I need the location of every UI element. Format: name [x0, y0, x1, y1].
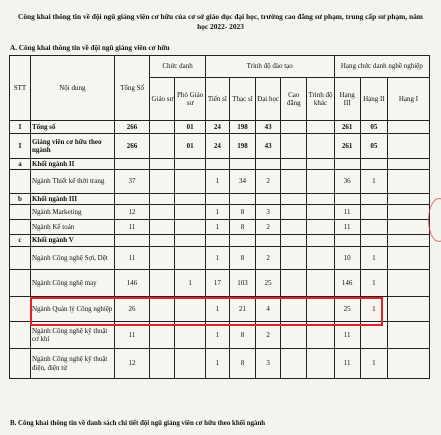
rank-i-cell	[387, 121, 429, 134]
professor-cell	[150, 235, 175, 247]
phd-cell	[205, 194, 229, 205]
other-level-cell	[307, 247, 334, 270]
rank-iii-cell	[334, 235, 360, 247]
masters-cell: 8	[229, 220, 255, 235]
rank-i-cell	[387, 134, 429, 159]
masters-cell: 198	[229, 121, 255, 134]
header-rank-group: Hạng chức danh nghề nghiệp	[334, 56, 429, 78]
phd-cell: 24	[205, 134, 229, 159]
stt-cell	[10, 220, 31, 235]
rank-ii-cell: 05	[360, 121, 387, 134]
professor-cell	[150, 205, 175, 220]
header-rank-ii: Hạng II	[360, 78, 387, 121]
table-row	[10, 349, 430, 379]
rank-i-cell	[387, 170, 429, 194]
rank-ii-cell	[360, 220, 387, 235]
rank-ii-cell	[360, 235, 387, 247]
section-a-heading: A. Công khai thông tin về đội ngũ giảng viên cơ hữu	[10, 44, 170, 52]
assoc-professor-cell: 01	[175, 134, 205, 159]
stt-cell	[10, 270, 31, 297]
masters-cell: 198	[229, 134, 255, 159]
masters-cell: 21	[229, 297, 255, 322]
rank-iii-cell: 146	[334, 270, 360, 297]
phd-cell: 1	[205, 247, 229, 270]
bachelor-cell	[256, 159, 281, 170]
masters-cell: 8	[229, 349, 255, 379]
professor-cell	[150, 270, 175, 297]
table-row	[10, 205, 430, 220]
masters-cell: 103	[229, 270, 255, 297]
other-level-cell	[307, 235, 334, 247]
masters-cell	[229, 159, 255, 170]
rank-i-cell	[387, 159, 429, 170]
phd-cell: 1	[205, 205, 229, 220]
rank-ii-cell	[360, 205, 387, 220]
table-body	[10, 121, 430, 379]
rank-ii-cell	[360, 322, 387, 349]
total-cell	[114, 194, 150, 205]
header-bachelor: Đại học	[256, 78, 281, 121]
other-level-cell	[307, 322, 334, 349]
assoc-professor-cell	[175, 247, 205, 270]
table-row	[10, 270, 430, 297]
professor-cell	[150, 322, 175, 349]
masters-cell	[229, 235, 255, 247]
phd-cell: 1	[205, 170, 229, 194]
header-professor: Giáo sư	[150, 78, 175, 121]
rank-iii-cell: 11	[334, 349, 360, 379]
professor-cell	[150, 220, 175, 235]
header-total: Tổng Số	[114, 56, 150, 121]
assoc-professor-cell: 1	[175, 270, 205, 297]
lecturer-table	[9, 55, 430, 379]
total-cell	[114, 159, 150, 170]
content-cell: Ngành Quản lý Công nghiệp	[30, 297, 114, 322]
assoc-professor-cell	[175, 170, 205, 194]
bachelor-cell: 3	[256, 205, 281, 220]
total-cell: 266	[114, 134, 150, 159]
phd-cell: 1	[205, 349, 229, 379]
other-level-cell	[307, 297, 334, 322]
stt-cell: c	[10, 235, 31, 247]
assoc-professor-cell	[175, 235, 205, 247]
rank-iii-cell: 261	[334, 134, 360, 159]
header-masters: Thạc sĩ	[229, 78, 255, 121]
rank-iii-cell: 11	[334, 220, 360, 235]
header-assoc-professor: Phó Giáo sư	[175, 78, 205, 121]
total-cell: 266	[114, 121, 150, 134]
bachelor-cell: 4	[256, 297, 281, 322]
assoc-professor-cell	[175, 159, 205, 170]
bachelor-cell: 2	[256, 322, 281, 349]
rank-iii-cell: 25	[334, 297, 360, 322]
assoc-professor-cell	[175, 322, 205, 349]
professor-cell	[150, 297, 175, 322]
rank-i-cell	[387, 194, 429, 205]
rank-i-cell	[387, 235, 429, 247]
assoc-professor-cell	[175, 194, 205, 205]
college-cell	[281, 297, 307, 322]
content-cell: Ngành Thiết kế thời trang	[30, 170, 114, 194]
table-row	[10, 194, 430, 205]
other-level-cell	[307, 194, 334, 205]
rank-iii-cell: 10	[334, 247, 360, 270]
phd-cell: 1	[205, 322, 229, 349]
rank-ii-cell: 05	[360, 134, 387, 159]
college-cell	[281, 247, 307, 270]
masters-cell: 34	[229, 170, 255, 194]
header-training-group: Trình độ đào tạo	[205, 56, 334, 78]
content-cell: Ngành Công nghệ kỹ thuật điện, điện tử	[30, 349, 114, 379]
total-cell: 37	[114, 170, 150, 194]
total-cell	[114, 235, 150, 247]
rank-iii-cell: 261	[334, 121, 360, 134]
table-row	[10, 235, 430, 247]
rank-iii-cell: 11	[334, 322, 360, 349]
college-cell	[281, 170, 307, 194]
rank-iii-cell	[334, 194, 360, 205]
total-cell: 12	[114, 205, 150, 220]
header-rank-iii: Hạng III	[334, 78, 360, 121]
other-level-cell	[307, 170, 334, 194]
table-row	[10, 134, 430, 159]
rank-iii-cell	[334, 159, 360, 170]
assoc-professor-cell	[175, 349, 205, 379]
stt-cell	[10, 297, 31, 322]
section-b-heading: B. Công khai thông tin về danh sách chi tiết đội ngũ giảng viên cơ hữu theo khối ngành	[10, 420, 266, 427]
table-row	[10, 159, 430, 170]
rank-i-cell	[387, 247, 429, 270]
professor-cell	[150, 194, 175, 205]
professor-cell	[150, 170, 175, 194]
bachelor-cell: 2	[256, 220, 281, 235]
bachelor-cell: 25	[256, 270, 281, 297]
college-cell	[281, 270, 307, 297]
stt-cell: b	[10, 194, 31, 205]
bachelor-cell: 43	[256, 134, 281, 159]
masters-cell	[229, 194, 255, 205]
phd-cell	[205, 235, 229, 247]
phd-cell: 17	[205, 270, 229, 297]
page-title: Công khai thông tin về đội ngũ giảng viên cơ hữu của cơ sở giáo dục đại học, trường cao đẳng sư phạm, trung cấp sư phạm, năm học 2022- 2023	[18, 12, 423, 31]
header-title-group: Chức danh	[150, 56, 205, 78]
total-cell: 11	[114, 247, 150, 270]
assoc-professor-cell	[175, 297, 205, 322]
content-cell: Khối ngành III	[30, 194, 114, 205]
header-phd: Tiến sĩ	[205, 78, 229, 121]
bachelor-cell: 2	[256, 247, 281, 270]
phd-cell: 24	[205, 121, 229, 134]
rank-ii-cell: 1	[360, 297, 387, 322]
stt-cell	[10, 247, 31, 270]
table-row	[10, 170, 430, 194]
rank-ii-cell	[360, 194, 387, 205]
masters-cell: 8	[229, 322, 255, 349]
table-row	[10, 247, 430, 270]
other-level-cell	[307, 220, 334, 235]
assoc-professor-cell: 01	[175, 121, 205, 134]
rank-i-cell	[387, 322, 429, 349]
assoc-professor-cell	[175, 205, 205, 220]
header-content: Nội dung	[30, 56, 114, 121]
stt-cell: I	[10, 121, 31, 134]
stt-cell	[10, 322, 31, 349]
content-cell: Ngành Công nghệ may	[30, 270, 114, 297]
college-cell	[281, 205, 307, 220]
header-other-level: Trình độ khác	[307, 78, 334, 121]
college-cell	[281, 235, 307, 247]
rank-i-cell	[387, 270, 429, 297]
rank-i-cell	[387, 297, 429, 322]
total-cell: 146	[114, 270, 150, 297]
other-level-cell	[307, 134, 334, 159]
table-row	[10, 297, 430, 322]
content-cell: Ngành Công nghệ Sợi, Dệt	[30, 247, 114, 270]
content-cell: Ngành Marketing	[30, 205, 114, 220]
masters-cell: 8	[229, 247, 255, 270]
rank-iii-cell: 11	[334, 205, 360, 220]
table-row	[10, 121, 430, 134]
other-level-cell	[307, 270, 334, 297]
other-level-cell	[307, 205, 334, 220]
bachelor-cell	[256, 194, 281, 205]
college-cell	[281, 159, 307, 170]
college-cell	[281, 322, 307, 349]
rank-i-cell	[387, 220, 429, 235]
college-cell	[281, 134, 307, 159]
header-college: Cao đẳng	[281, 78, 307, 121]
phd-cell: 1	[205, 220, 229, 235]
rank-iii-cell: 36	[334, 170, 360, 194]
total-cell: 11	[114, 220, 150, 235]
stt-cell	[10, 205, 31, 220]
rank-ii-cell: 1	[360, 349, 387, 379]
professor-cell	[150, 349, 175, 379]
content-cell: Giảng viên cơ hữu theo ngành	[30, 134, 114, 159]
rank-ii-cell: 1	[360, 270, 387, 297]
rank-ii-cell: 1	[360, 170, 387, 194]
professor-cell	[150, 121, 175, 134]
assoc-professor-cell	[175, 220, 205, 235]
total-cell: 11	[114, 322, 150, 349]
rank-ii-cell	[360, 159, 387, 170]
other-level-cell	[307, 349, 334, 379]
other-level-cell	[307, 121, 334, 134]
rank-i-cell	[387, 205, 429, 220]
content-cell: Khối ngành II	[30, 159, 114, 170]
phd-cell	[205, 159, 229, 170]
stt-cell: a	[10, 159, 31, 170]
stt-cell	[10, 170, 31, 194]
header-stt: STT	[10, 56, 31, 121]
content-cell: Ngành Kế toán	[30, 220, 114, 235]
college-cell	[281, 220, 307, 235]
total-cell: 26	[114, 297, 150, 322]
college-cell	[281, 349, 307, 379]
table-row	[10, 220, 430, 235]
other-level-cell	[307, 159, 334, 170]
bachelor-cell: 3	[256, 349, 281, 379]
content-cell: Tổng số	[30, 121, 114, 134]
professor-cell	[150, 247, 175, 270]
college-cell	[281, 194, 307, 205]
professor-cell	[150, 134, 175, 159]
table-row	[10, 322, 430, 349]
rank-ii-cell: 1	[360, 247, 387, 270]
bachelor-cell: 43	[256, 121, 281, 134]
header-rank-i: Hạng I	[387, 78, 429, 121]
masters-cell: 8	[229, 205, 255, 220]
bachelor-cell	[256, 235, 281, 247]
content-cell: Ngành Công nghệ kỹ thuật cơ khí	[30, 322, 114, 349]
total-cell: 12	[114, 349, 150, 379]
college-cell	[281, 121, 307, 134]
phd-cell: 1	[205, 297, 229, 322]
stt-cell: I	[10, 134, 31, 159]
rank-i-cell	[387, 349, 429, 379]
professor-cell	[150, 159, 175, 170]
stt-cell	[10, 349, 31, 379]
content-cell: Khối ngành V	[30, 235, 114, 247]
bachelor-cell: 2	[256, 170, 281, 194]
